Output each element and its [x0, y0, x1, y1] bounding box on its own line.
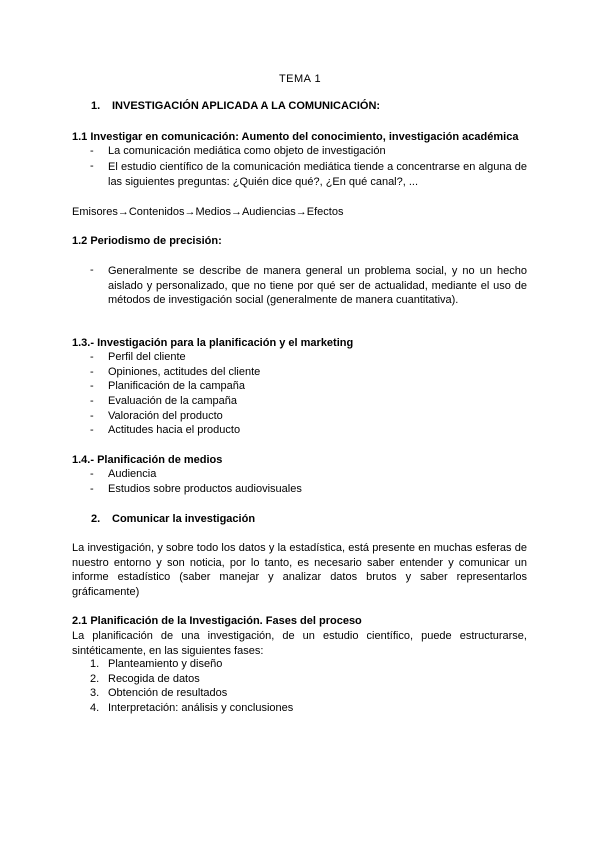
section-2-number: 2. [91, 513, 101, 525]
subsection-1-3-heading: 1.3.- Investigación para la planificación y el marketing [72, 337, 354, 349]
list-dash: - [90, 424, 94, 436]
step-number: 1. [90, 658, 100, 670]
list-dash: - [90, 145, 94, 157]
subsection-1-4-heading: 1.4.- Planificación de medios [72, 454, 223, 466]
list-item: Planificación de la campaña [108, 380, 245, 392]
list-item: Perfil del cliente [108, 351, 186, 363]
section-2-heading [91, 513, 255, 525]
list-dash: - [90, 483, 94, 495]
list-item: Estudios sobre productos audiovisuales [108, 483, 302, 495]
list-item: Actitudes hacia el producto [108, 424, 241, 436]
section-1-title: INVESTIGACIÓN APLICADA A LA COMUNICACIÓN: [112, 100, 381, 112]
subsection-2-1-heading: 2.1 Planificación de la Investigación. Fases del proceso [72, 615, 362, 627]
media-flow-line: Emisores→Contenidos→Medios→Audiencias→Efectos [72, 206, 344, 218]
section-1-number: 1. [91, 100, 101, 112]
section-2-title: Comunicar la investigación [112, 513, 256, 525]
page-title: TEMA 1 [278, 73, 322, 85]
list-item: Opiniones, actitudes del cliente [108, 366, 261, 378]
step-number: 3. [90, 687, 100, 699]
list-dash: - [90, 366, 94, 378]
step-number: 4. [90, 702, 100, 714]
list-dash: - [90, 351, 94, 363]
list-dash: - [90, 395, 94, 407]
list-dash: - [90, 380, 94, 392]
step-item: Recogida de datos [108, 673, 200, 685]
subsection-1-1-heading: 1.1 Investigar en comunicación: Aumento del conocimiento, investigación académica [72, 131, 519, 143]
step-item: Interpretación: análisis y conclusiones [108, 702, 294, 714]
step-number: 2. [90, 673, 100, 685]
section-2-paragraph: La investigación, y sobre todo los datos y la estadística, está presente en muchas esferas de nuestro entorno y son noticia, por lo tanto, es necesario saber entender y comunicar un informe estadístico (saber manejar y analizar datos brutos y saber representarlos gráficamente) [72, 542, 527, 598]
list-dash: - [90, 468, 94, 480]
list-item: Generalmente se describe de manera general un problema social, y no un hecho aislado y personalizado, que no tiene por qué ser de actualidad, mediante el uso de métodos de investigación social (generalmente de manera cuantitativa). [108, 265, 527, 307]
section-1-heading [91, 100, 380, 112]
list-item: Audiencia [108, 468, 157, 480]
subsection-2-1-intro: La planificación de una investigación, de un estudio científico, puede estructurarse, sintéticamente, en las siguientes fases: [72, 630, 527, 657]
list-item: Evaluación de la campaña [108, 395, 238, 407]
step-item: Obtención de resultados [108, 687, 228, 699]
list-item: Valoración del producto [108, 410, 223, 422]
list-item: La comunicación mediática como objeto de investigación [108, 145, 386, 157]
list-dash: - [90, 264, 94, 276]
list-dash: - [90, 410, 94, 422]
list-dash: - [90, 160, 94, 172]
step-item: Planteamiento y diseño [108, 658, 223, 670]
subsection-1-2-heading: 1.2 Periodismo de precisión: [72, 235, 222, 247]
list-item: El estudio científico de la comunicación mediática tiende a concentrarse en alguna de las siguientes preguntas: ¿Quién dice qué?, ¿En qué canal?, ... [108, 161, 527, 188]
